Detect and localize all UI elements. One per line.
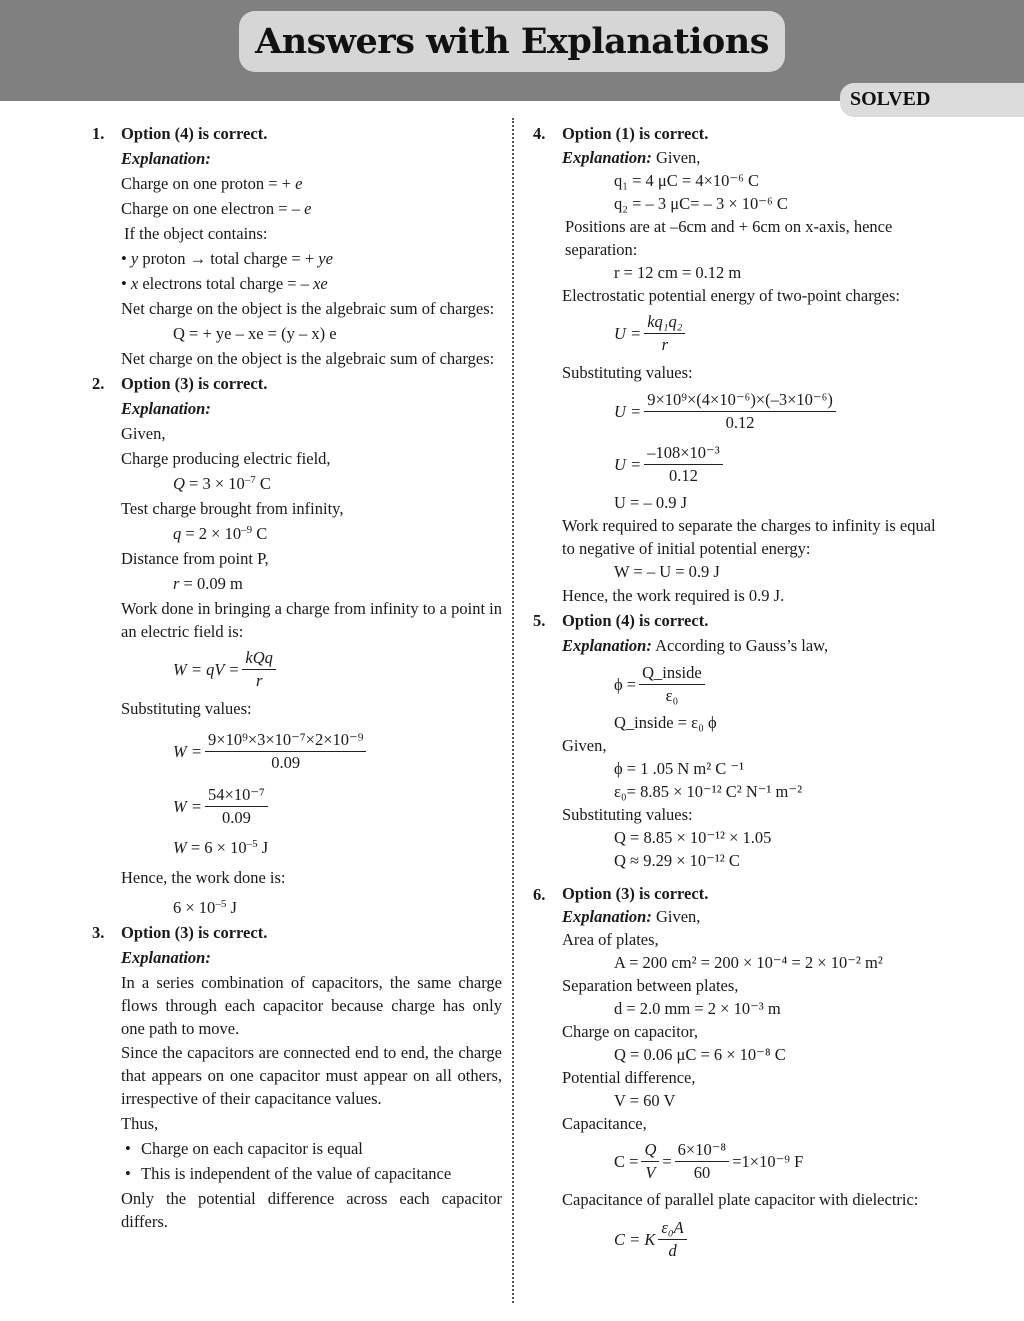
numerator: Q_inside	[639, 662, 705, 685]
equation: V = 60 V	[614, 1091, 676, 1110]
final-answer	[121, 895, 502, 920]
column-divider	[512, 118, 514, 1303]
numerator: kQq	[242, 647, 276, 670]
equation: ϕ = 1 .05 N m² C ⁻¹	[614, 759, 745, 778]
substituting-label: Substituting values:	[562, 805, 693, 824]
paragraph: Positions are at –6cm and + 6cm on x-axis, hence separation:	[565, 217, 893, 259]
paragraph: Work done in bringing a charge from infinity to a point in an electric field is:	[121, 599, 502, 641]
formula-substitution	[562, 389, 943, 434]
equation: Q = 8.85 × 10⁻¹² × 1.05	[614, 828, 772, 847]
equation	[121, 571, 502, 596]
fraction	[675, 1139, 730, 1184]
equation-result	[121, 835, 502, 860]
formula-simplified	[562, 442, 943, 487]
unit: C	[252, 524, 268, 543]
text-line: Potential difference,	[562, 1068, 696, 1087]
unit: J	[257, 838, 269, 857]
equation: Q_inside = ε₀ ϕ	[614, 713, 717, 732]
text-line: Distance from point P,	[121, 549, 269, 568]
lhs: C =	[614, 1152, 639, 1171]
explanation-label: Explanation:	[562, 636, 652, 655]
answer-3	[92, 920, 502, 1233]
denominator: 0.09	[271, 753, 301, 772]
equation-result: U = – 0.9 J	[614, 493, 688, 512]
object-contains: If the object contains:	[124, 224, 268, 243]
title-banner	[239, 11, 785, 72]
correct-option: Option (4) is correct.	[562, 611, 709, 630]
var: x	[130, 274, 139, 293]
fraction	[205, 784, 268, 829]
given-label: Given,	[121, 424, 166, 443]
fraction	[641, 1139, 659, 1184]
lhs: W = qV =	[173, 660, 240, 679]
bullet-item: • Charge on each capacitor is equal	[121, 1136, 502, 1161]
correct-option: Option (3) is correct.	[121, 923, 268, 942]
equation: q₂ = – 3 μC= – 3 × 10⁻⁶ C	[614, 194, 788, 213]
lhs: W =	[173, 742, 203, 761]
equation	[121, 471, 502, 496]
numerator: –108×10⁻³	[644, 442, 722, 465]
formula-dielectric	[562, 1217, 943, 1262]
unit: C	[255, 474, 271, 493]
equals: =	[662, 1152, 672, 1171]
var: W	[173, 838, 187, 857]
formula-capacitance	[562, 1139, 943, 1184]
thus-label: Thus,	[121, 1114, 159, 1133]
page-title: Answers with Explanations	[255, 21, 769, 62]
paragraph: Capacitance of parallel plate capacitor with dielectric:	[562, 1190, 919, 1209]
text-line: Test charge brought from infinity,	[121, 499, 344, 518]
denominator: 0.09	[221, 808, 251, 827]
denominator: d	[668, 1241, 677, 1260]
equation: Q = 0.06 μC = 6 × 10⁻⁸ C	[614, 1045, 786, 1064]
proton-charge	[121, 171, 502, 196]
answer-2	[92, 371, 502, 920]
text: Given,	[651, 148, 701, 167]
text-line: Charge producing electric field,	[121, 449, 331, 468]
lhs: C = K	[614, 1230, 656, 1249]
fraction	[644, 311, 685, 356]
formula-substitution	[121, 729, 502, 774]
bullet-item: • This is independent of the value of capacitance	[121, 1161, 502, 1186]
text: Charge on one electron = –	[121, 199, 305, 218]
var: Q	[173, 474, 185, 493]
text: = 2 × 10	[181, 524, 242, 543]
var: e	[304, 199, 312, 218]
text: Charge on one proton = +	[121, 174, 296, 193]
numerator: 6×10⁻⁸	[675, 1139, 730, 1162]
formula-work	[121, 647, 502, 692]
formula-simplified	[121, 784, 502, 829]
explanation-label: Explanation:	[562, 907, 652, 926]
numerator: ε₀A	[658, 1217, 686, 1240]
explanation-line	[562, 905, 943, 928]
numerator: 9×10⁹×(4×10⁻⁶)×(–3×10⁻⁶)	[644, 389, 836, 412]
text-line: Area of plates,	[562, 930, 659, 949]
equation: d = 2.0 mm = 2 × 10⁻³ m	[614, 999, 781, 1018]
equation: r = 12 cm = 0.12 m	[614, 263, 742, 282]
paragraph: Net charge on the object is the algebraic sum of charges:	[121, 349, 495, 368]
question-number: 4.	[533, 124, 546, 143]
lhs: U =	[614, 455, 642, 474]
explanation-label: Explanation:	[121, 149, 211, 168]
var: r	[173, 574, 180, 593]
equation-result: Q ≈ 9.29 × 10⁻¹² C	[614, 851, 740, 870]
exponent: –7	[244, 474, 256, 486]
formula-gauss-law	[562, 662, 943, 707]
paragraph: Only the potential difference across each capacitor differs.	[121, 1189, 502, 1231]
solved-label: SOLVED	[850, 88, 931, 110]
lhs: ϕ =	[614, 675, 637, 694]
equation: q₁ = 4 μC = 4×10⁻⁶ C	[614, 171, 759, 190]
answer-6	[533, 882, 943, 1262]
question-number: 2.	[92, 374, 105, 393]
numerator: 9×10⁹×3×10⁻⁷×2×10⁻⁹	[205, 729, 366, 752]
numerator: kq₁q₂	[644, 311, 685, 334]
exponent: –5	[246, 838, 258, 850]
fraction	[644, 442, 722, 487]
bullet-electrons: • x electrons total charge = – xe	[121, 274, 328, 293]
var: xe	[313, 274, 328, 293]
right-column	[533, 121, 943, 1266]
answer-1	[92, 121, 502, 370]
equation	[121, 521, 502, 546]
formula-potential-energy	[562, 311, 943, 356]
correct-option: Option (3) is correct.	[562, 884, 709, 903]
paragraph: Since the capacitors are connected end to end, the charge that appears on one capacitor must appear on all others, irrespective of their capacitance values.	[121, 1043, 502, 1108]
equation: Q = + ye – xe = (y – x) e	[173, 324, 337, 343]
denominator: 0.12	[668, 466, 698, 485]
equation: ε₀= 8.85 × 10⁻¹² C² N⁻¹ m⁻²	[614, 782, 803, 801]
exponent: –9	[241, 524, 253, 536]
fraction	[639, 662, 705, 707]
fraction	[644, 389, 836, 434]
denominator: ε₀	[665, 686, 679, 705]
header-band	[0, 0, 1024, 110]
hence-text: Hence, the work required is 0.9 J.	[562, 586, 785, 605]
explanation-label: Explanation:	[562, 148, 652, 167]
solved-tab	[840, 83, 1024, 117]
text: According to Gauss’s law,	[651, 636, 829, 655]
var: ye	[318, 249, 333, 268]
question-number: 5.	[533, 611, 546, 630]
question-number: 3.	[92, 923, 105, 942]
explanation-line	[562, 146, 943, 169]
equation: W = – U = 0.9 J	[614, 562, 720, 581]
text: Given,	[651, 907, 701, 926]
lhs: U =	[614, 324, 642, 343]
left-column	[92, 121, 502, 1234]
text-line: Separation between plates,	[562, 976, 739, 995]
var: y	[130, 249, 139, 268]
denominator: r	[255, 671, 263, 690]
text: electrons total charge = –	[138, 274, 314, 293]
numerator: Q	[641, 1139, 659, 1162]
paragraph: In a series combination of capacitors, the same charge flows through each capacitor because charge has only one path to move.	[121, 973, 502, 1038]
text: = 6 × 10	[186, 838, 247, 857]
paragraph: Work required to separate the charges to infinity is equal to negative of initial potential energy:	[562, 516, 936, 558]
correct-option: Option (3) is correct.	[121, 374, 268, 393]
substituting-label: Substituting values:	[562, 363, 693, 382]
hence-text: Hence, the work done is:	[121, 868, 286, 887]
answer-5	[533, 608, 943, 872]
rhs: =1×10⁻⁹ F	[732, 1152, 804, 1171]
explanation-label: Explanation:	[121, 399, 211, 418]
unit: J	[226, 898, 237, 917]
text-line: Charge on capacitor,	[562, 1022, 699, 1041]
denominator: r	[661, 335, 669, 354]
explanation-line	[562, 633, 943, 658]
text: proton → total charge = +	[138, 249, 319, 268]
explanation-label: Explanation:	[121, 948, 211, 967]
denominator: 60	[693, 1163, 711, 1182]
correct-option: Option (1) is correct.	[562, 124, 709, 143]
text: = 0.09 m	[179, 574, 243, 593]
paragraph: Net charge on the object is the algebraic sum of charges:	[121, 299, 495, 318]
fraction	[205, 729, 366, 774]
text: 6 × 10	[173, 898, 216, 917]
exponent: –5	[215, 898, 227, 910]
paragraph: Electrostatic potential energy of two-point charges:	[562, 286, 900, 305]
var: e	[295, 174, 303, 193]
denominator: V	[645, 1163, 656, 1182]
question-number: 1.	[92, 124, 105, 143]
lhs: U =	[614, 402, 642, 421]
text-line: Capacitance,	[562, 1114, 647, 1133]
bullet-protons: • y proton → total charge = + ye	[121, 249, 333, 268]
electron-charge	[121, 196, 502, 221]
var: q	[173, 524, 182, 543]
equation: A = 200 cm² = 200 × 10⁻⁴ = 2 × 10⁻² m²	[614, 953, 883, 972]
fraction	[242, 647, 276, 692]
denominator: 0.12	[725, 413, 755, 432]
given-label: Given,	[562, 736, 607, 755]
correct-option: Option (4) is correct.	[121, 124, 268, 143]
lhs: W =	[173, 797, 203, 816]
question-number: 6.	[533, 885, 546, 904]
numerator: 54×10⁻⁷	[205, 784, 268, 807]
substituting-label: Substituting values:	[121, 699, 252, 718]
text: = 3 × 10	[184, 474, 245, 493]
fraction	[658, 1217, 686, 1262]
answer-4	[533, 121, 943, 608]
